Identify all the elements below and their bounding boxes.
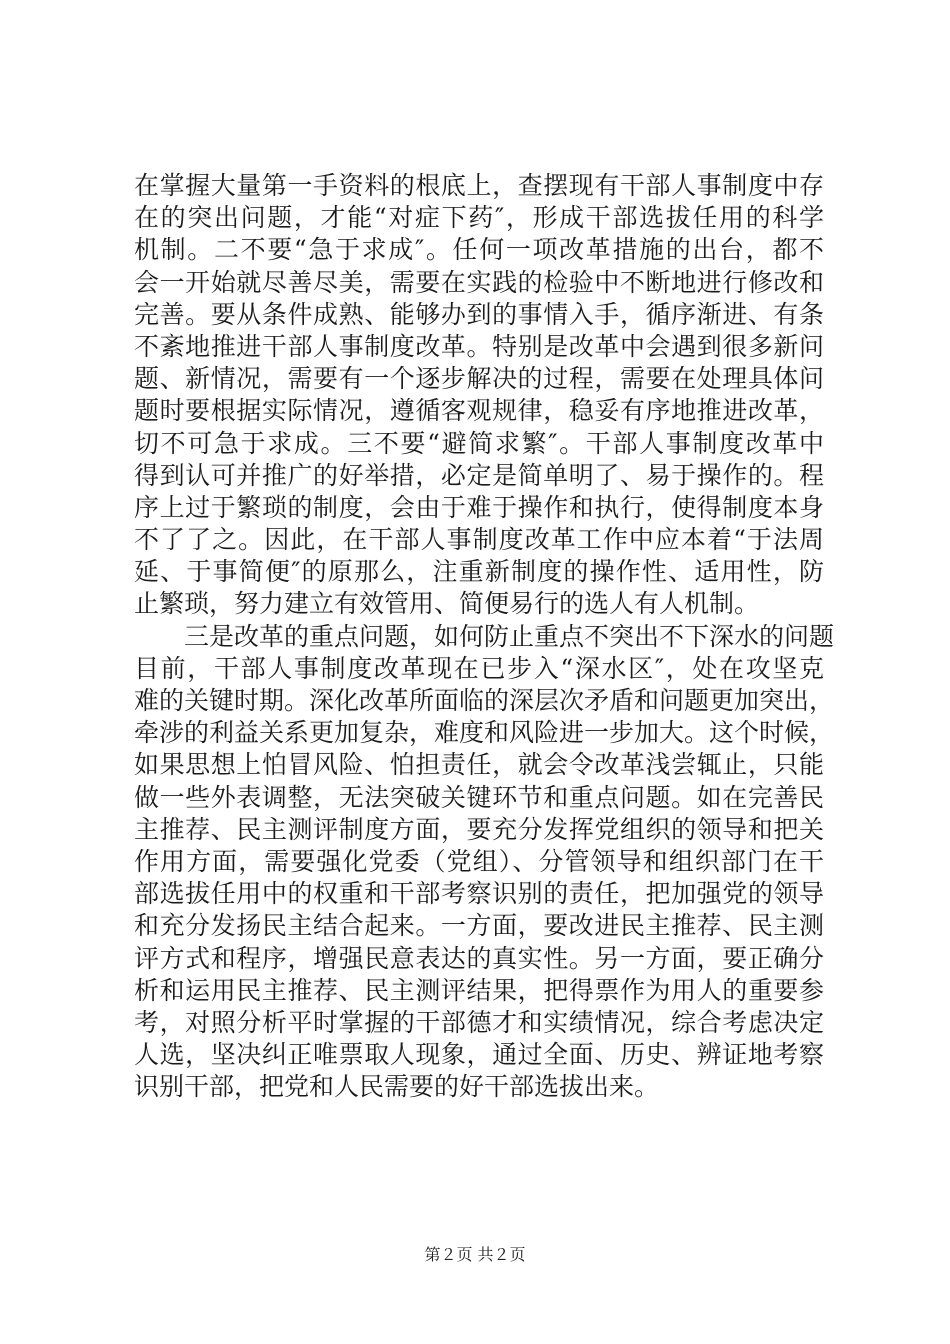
paragraph-end-line: 识别干部，把党和人民需要的好干部选拔出来。 <box>134 1072 660 1102</box>
text-line: 析和运用民主推荐、民主测评结果，把得票作为用人的重要参 <box>134 975 824 1005</box>
text-line: 不紊地推进干部人事制度改革。特别是改革中会遇到很多新问 <box>134 331 824 361</box>
text-line: 切不可急于求成。三不要“避简求繁″。干部人事制度改革中 <box>134 428 824 458</box>
page-number-footer: 第２页 共２页 <box>424 1245 526 1264</box>
text-line: 难的关键时期。深化改革所面临的深层次矛盾和问题更加突出， <box>134 686 835 715</box>
paragraph-start-line: 三是改革的重点问题，如何防止重点不突出不下深水的问题 <box>134 621 835 651</box>
text-line: 机制。二不要“急于求成″。任何一项改革措施的出台，都不 <box>134 235 824 265</box>
text-line: 延、于事简便″的原那么，注重新制度的操作性、适用性，防 <box>134 557 824 587</box>
text-line: 题、新情况，需要有一个逐步解决的过程，需要在处理具体问 <box>134 364 824 394</box>
paragraph-end-line: 止繁琐，努力建立有效管用、简便易行的选人有人机制。 <box>134 589 760 619</box>
text-line: 完善。要从条件成熟、能够办到的事情入手，循序渐进、有条 <box>134 299 824 329</box>
text-line: 不了了之。因此，在干部人事制度改革工作中应本着“于法周 <box>134 525 824 555</box>
text-line: 会一开始就尽善尽美，需要在实践的检验中不断地进行修改和 <box>134 267 824 297</box>
text-line: 作用方面，需要强化党委（党组）、分管领导和组织部门在干 <box>134 846 824 876</box>
text-line: 考，对照分析平时掌握的干部德才和实绩情况，综合考虑决定 <box>134 1007 824 1037</box>
text-line: 如果思想上怕冒风险、怕担责任，就会令改革浅尝辄止，只能 <box>134 750 824 780</box>
text-line: 部选拔任用中的权重和干部考察识别的责任，把加强党的领导 <box>134 879 824 909</box>
text-line: 在的突出问题，才能“对症下药″，形成干部选拔任用的科学 <box>134 203 824 233</box>
text-line: 序上过于繁琐的制度，会由于难于操作和执行，使得制度本身 <box>134 492 824 522</box>
text-line: 得到认可并推广的好举措，必定是简单明了、易于操作的。程 <box>134 460 824 490</box>
text-line: 做一些外表调整，无法突破关键环节和重点问题。如在完善民 <box>134 782 824 812</box>
text-line: 在掌握大量第一手资料的根底上，查摆现有干部人事制度中存 <box>134 171 824 200</box>
text-line: 主推荐、民主测评制度方面，要充分发挥党组织的领导和把关 <box>134 814 824 844</box>
text-line: 评方式和程序，增强民意表达的真实性。另一方面，要正确分 <box>134 943 824 973</box>
body-text <box>134 170 835 1103</box>
text-line: 和充分发扬民主结合起来。一方面，要改进民主推荐、民主测 <box>134 911 824 941</box>
text-line: 目前，干部人事制度改革现在已步入“深水区″，处在攻坚克 <box>134 653 824 683</box>
text-line: 牵涉的利益关系更加复杂，难度和风险进一步加大。这个时候， <box>134 718 835 748</box>
text-line: 题时要根据实际情况，遵循客观规律，稳妥有序地推进改革， <box>134 396 824 426</box>
text-line: 人选，坚决纠正唯票取人现象，通过全面、历史、辨证地考察 <box>134 1040 824 1070</box>
